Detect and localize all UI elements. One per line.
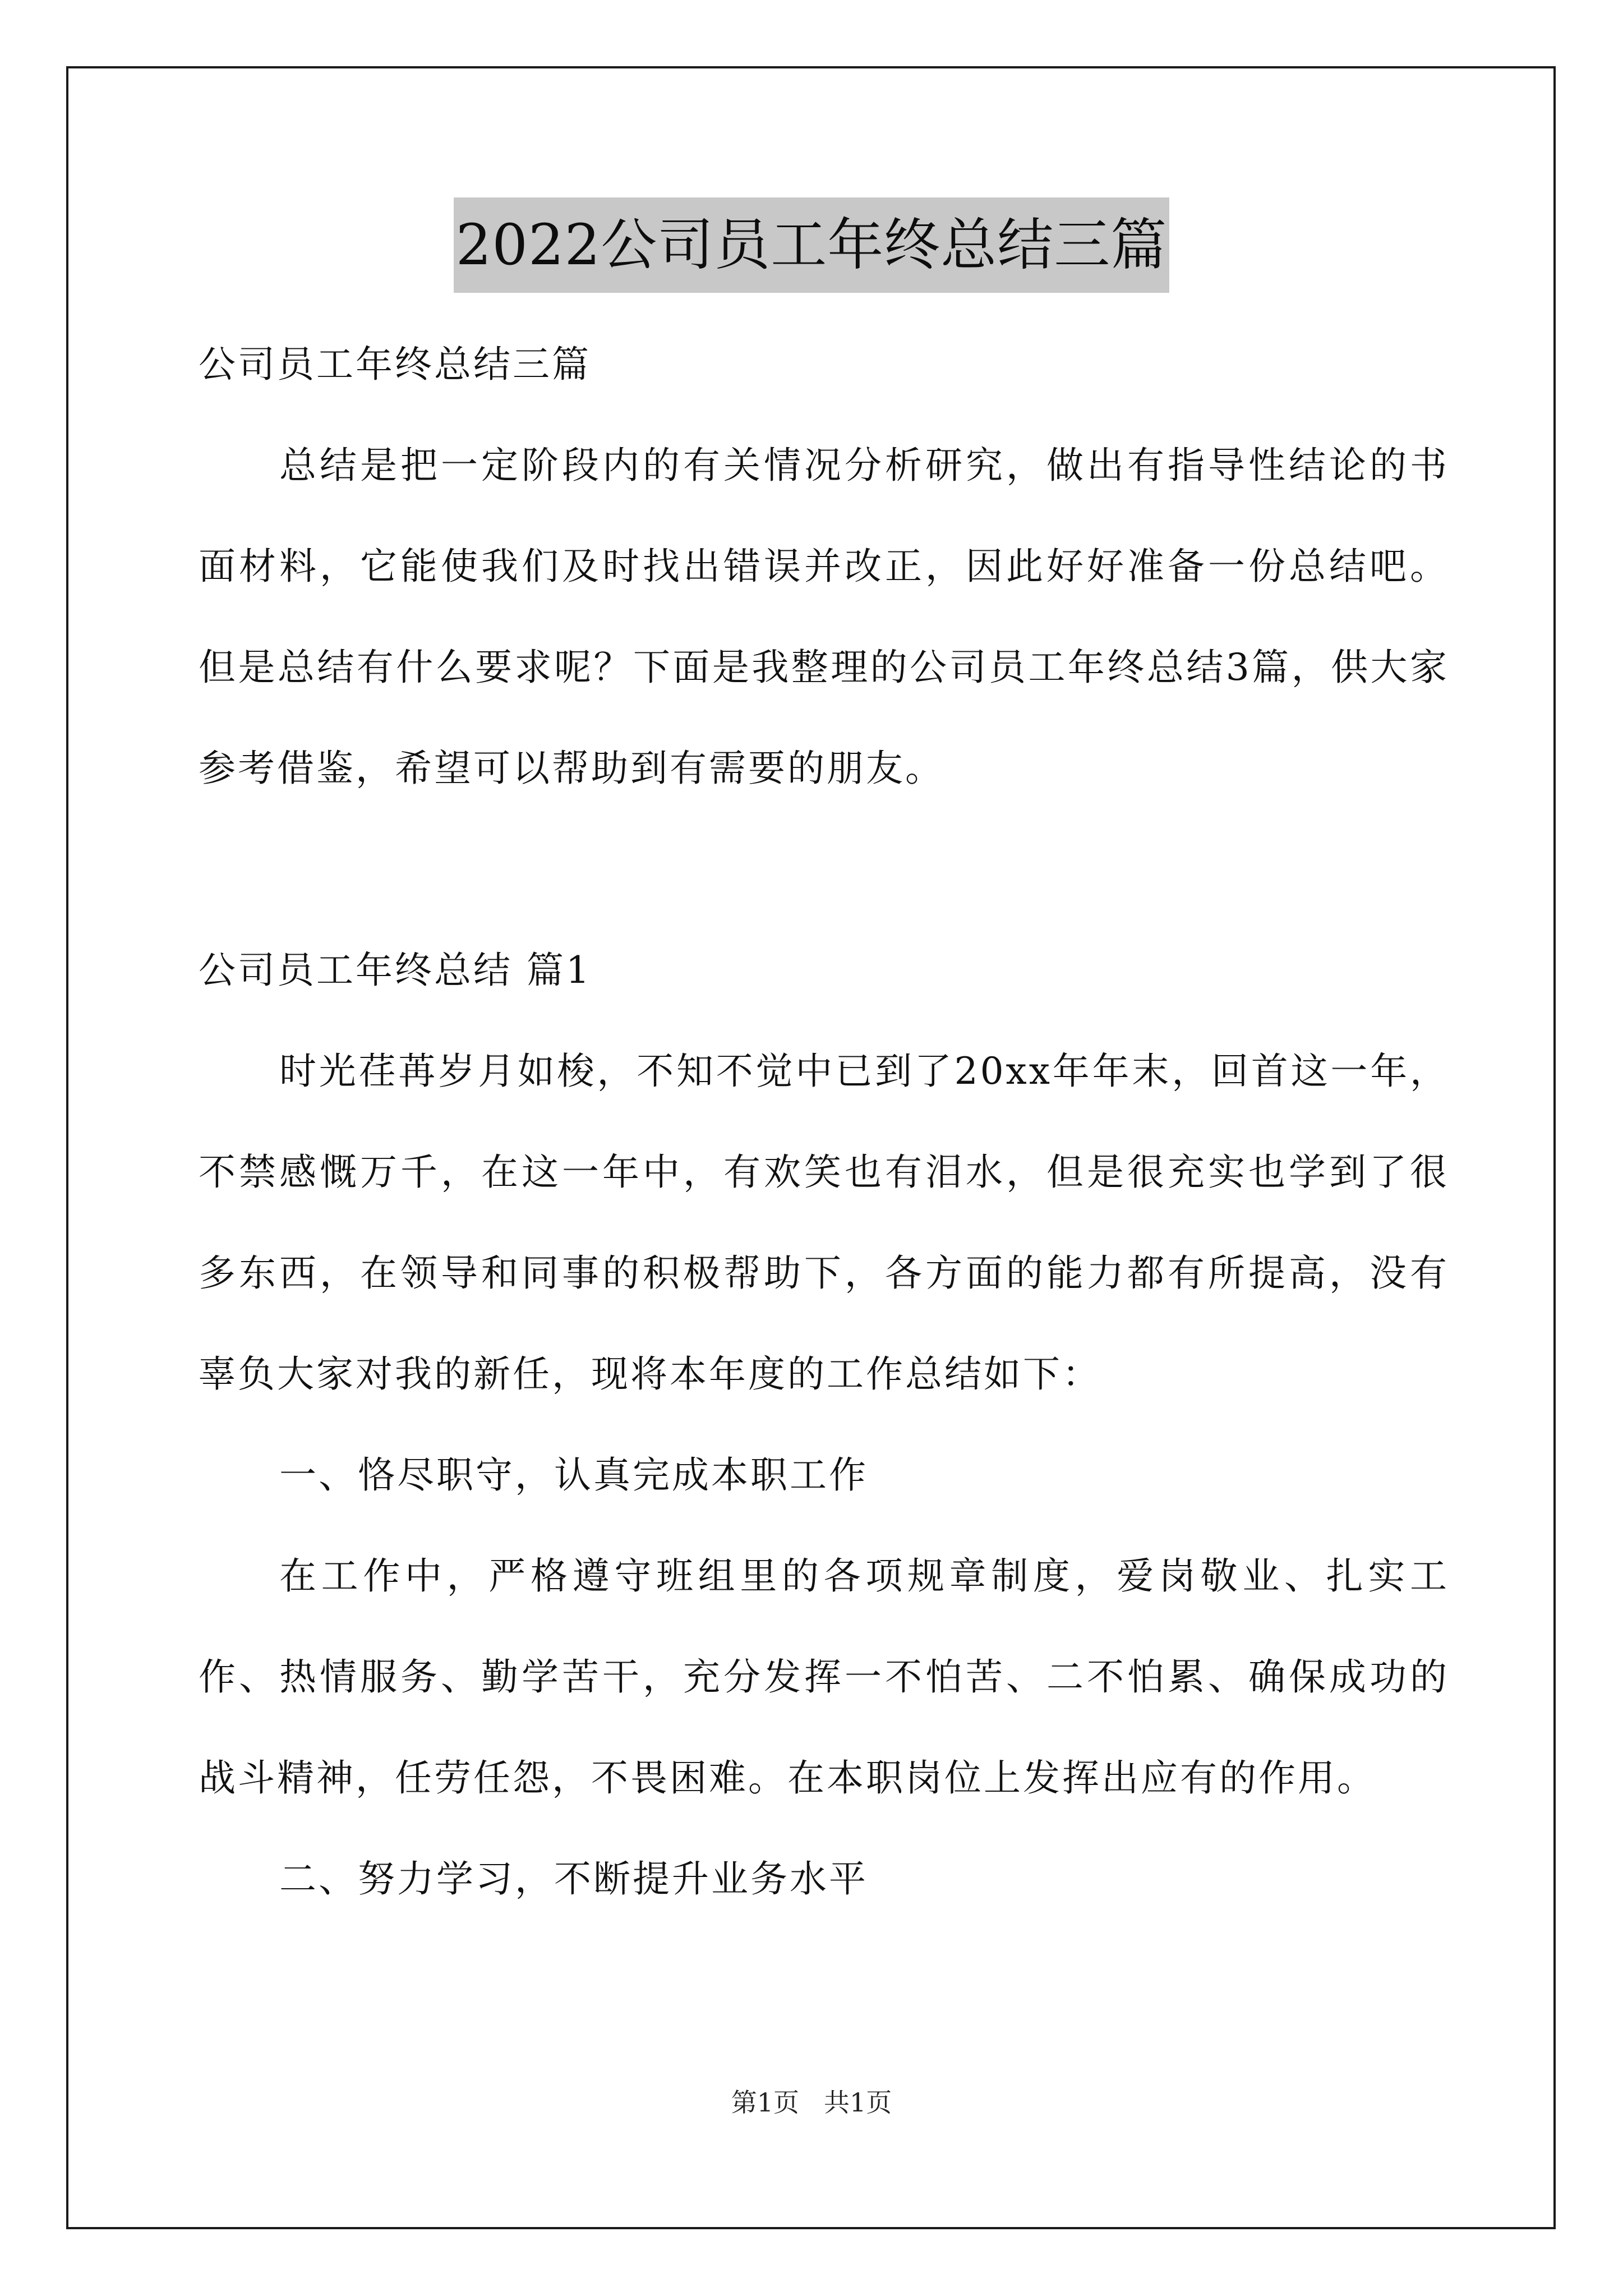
intro-paragraph: 总结是把一定阶段内的有关情况分析研究，做出有指导性结论的书面材料，它能使我们及时找出错误并改正，因此好好准备一份总结吧。但是总结有什么要求呢？下面是我整理的公司员工年终总结3篇，供大家参考借鉴，希望可以帮助到有需要的朋友。	[199, 444, 1449, 790]
footer-separator	[799, 2087, 824, 2118]
page-number-total: 共1页	[823, 2087, 892, 2118]
point-1-heading: 一、恪尽职守，认真完成本职工作	[279, 1453, 868, 1497]
page-footer	[0, 2086, 1623, 2119]
document-title: 2022公司员工年终总结三篇	[454, 197, 1170, 293]
title-wrap	[0, 197, 1623, 293]
page-number-current: 第1页	[731, 2087, 800, 2118]
section-intro-paragraph: 时光荏苒岁月如梭，不知不觉中已到了20xx年年末，回首这一年，不禁感慨万千，在这一年中，有欢笑也有泪水，但是很充实也学到了很多东西，在领导和同事的积极帮助下，各方面的能力都有所提高，没有辜负大家对我的新任，现将本年度的工作总结如下：	[199, 1050, 1449, 1396]
point-2-heading: 二、努力学习，不断提升业务水平	[279, 1857, 868, 1901]
paragraph-spacer	[199, 819, 1449, 920]
document-subtitle: 公司员工年终总结三篇	[199, 343, 591, 386]
document-body	[199, 314, 1449, 1930]
section-heading: 公司员工年终总结 篇1	[199, 949, 592, 992]
point-1-body: 在工作中，严格遵守班组里的各项规章制度，爱岗敬业、扎实工作、热情服务、勤学苦干，充分发挥一不怕苦、二不怕累、确保成功的战斗精神，任劳任怨，不畏困难。在本职岗位上发挥出应有的作用。	[199, 1554, 1449, 1800]
